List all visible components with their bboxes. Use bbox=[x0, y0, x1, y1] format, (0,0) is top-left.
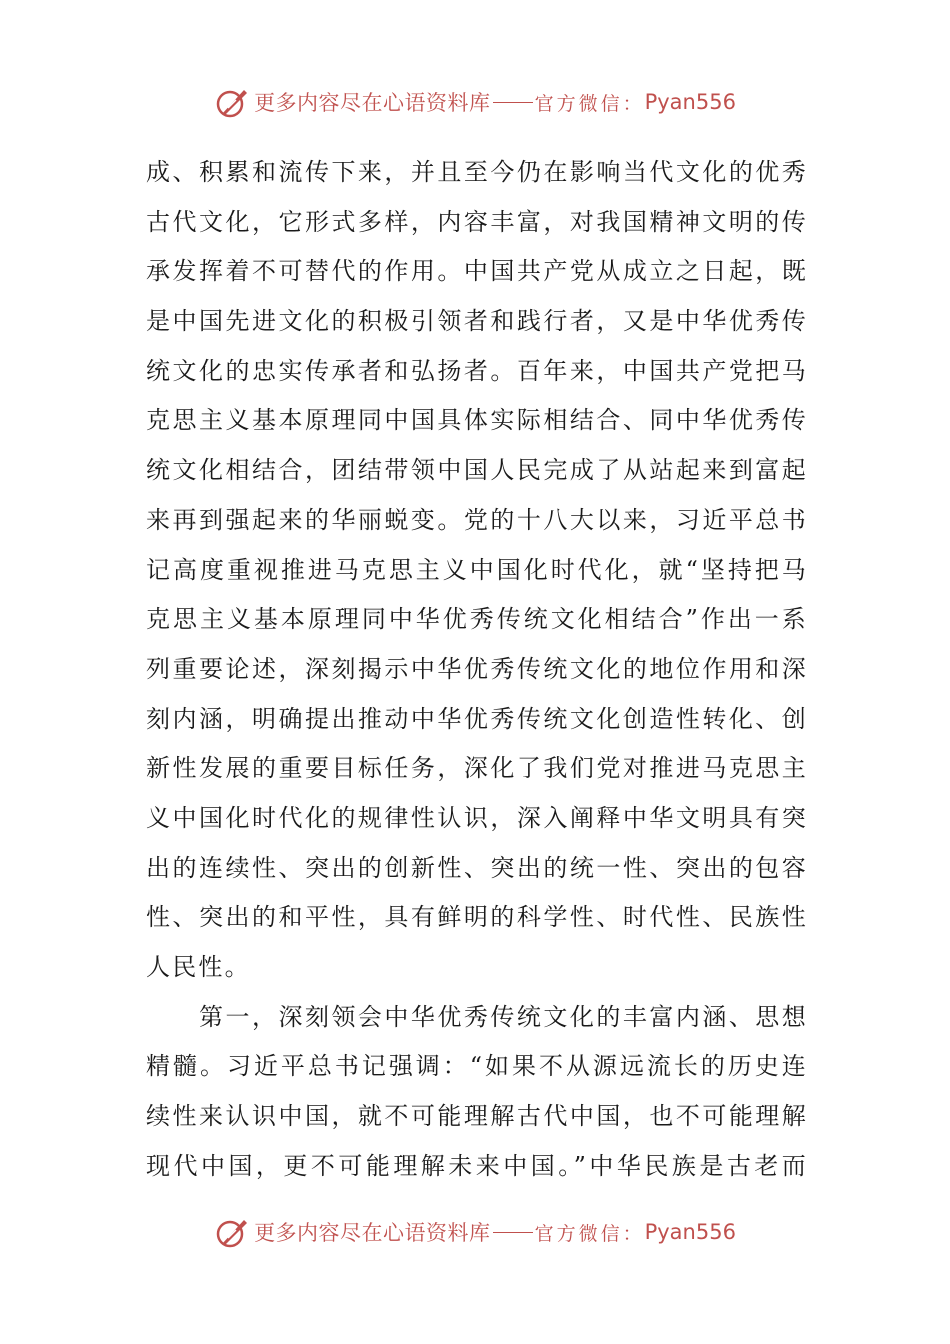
banner-main-text: 更多内容尽在心语资料库 bbox=[254, 1221, 491, 1245]
document-body bbox=[146, 148, 808, 1191]
text-line: 统文化相结合，团结带领中国人民完成了从站起来到富起 bbox=[146, 456, 808, 485]
text-line: 刻内涵，明确提出推动中华优秀传统文化创造性转化、创 bbox=[146, 704, 808, 733]
text-line: 克思主义基本原理同中华优秀传统文化相结合”作出一系 bbox=[146, 605, 808, 634]
text-line: 性、突出的和平性，具有鲜明的科学性、时代性、民族性 bbox=[146, 903, 808, 932]
text-line: 成、积累和流传下来，并且至今仍在影响当代文化的优秀 bbox=[146, 158, 808, 186]
text-line: 承发挥着不可替代的作用。中国共产党从成立之日起，既 bbox=[146, 257, 808, 286]
text-line: 续性来认识中国，就不可能理解古代中国，也不可能理解 bbox=[146, 1102, 808, 1131]
text-line: 第一，深刻领会中华优秀传统文化的丰富内涵、思想 bbox=[146, 1002, 808, 1031]
banner-wechat-id: Pyan556 bbox=[644, 90, 736, 114]
text-line: 现代中国，更不可能理解未来中国。”中华民族是古老而 bbox=[146, 1151, 808, 1180]
banner-main-text: 更多内容尽在心语资料库 bbox=[254, 91, 491, 115]
banner-label: 官方微信： bbox=[534, 1222, 645, 1245]
text-line: 是中国先进文化的积极引领者和践行者，又是中华优秀传 bbox=[146, 307, 808, 336]
text-line: 统文化的忠实传承者和弘扬者。百年来，中国共产党把马 bbox=[146, 356, 808, 385]
banner-label: 官方微信： bbox=[534, 92, 645, 115]
text-line: 义中国化时代化的规律性认识，深入阐释中华文明具有突 bbox=[146, 803, 808, 832]
text-line: 人民性。 bbox=[146, 953, 251, 981]
banner-dash bbox=[493, 102, 533, 103]
text-line: 列重要论述，深刻揭示中华优秀传统文化的地位作用和深 bbox=[146, 654, 808, 683]
text-line: 出的连续性、突出的创新性、突出的统一性、突出的包容 bbox=[146, 853, 808, 882]
text-line: 来再到强起来的华丽蜕变。党的十八大以来，习近平总书 bbox=[146, 505, 808, 534]
header-banner bbox=[0, 82, 950, 122]
text-line: 精髓。习近平总书记强调：“如果不从源远流长的历史连 bbox=[146, 1052, 808, 1081]
quill-logo-icon bbox=[214, 1214, 250, 1250]
quill-logo-icon bbox=[214, 84, 250, 120]
banner-wechat-id: Pyan556 bbox=[644, 1220, 736, 1244]
text-line: 记高度重视推进马克思主义中国化时代化，就“坚持把马 bbox=[146, 555, 808, 584]
text-line: 新性发展的重要目标任务，深化了我们党对推进马克思主 bbox=[146, 754, 808, 783]
footer-banner bbox=[0, 1212, 950, 1252]
text-line: 古代文化，它形式多样，内容丰富，对我国精神文明的传 bbox=[146, 207, 808, 236]
banner-dash bbox=[493, 1232, 533, 1233]
text-line: 克思主义基本原理同中国具体实际相结合、同中华优秀传 bbox=[146, 406, 808, 435]
